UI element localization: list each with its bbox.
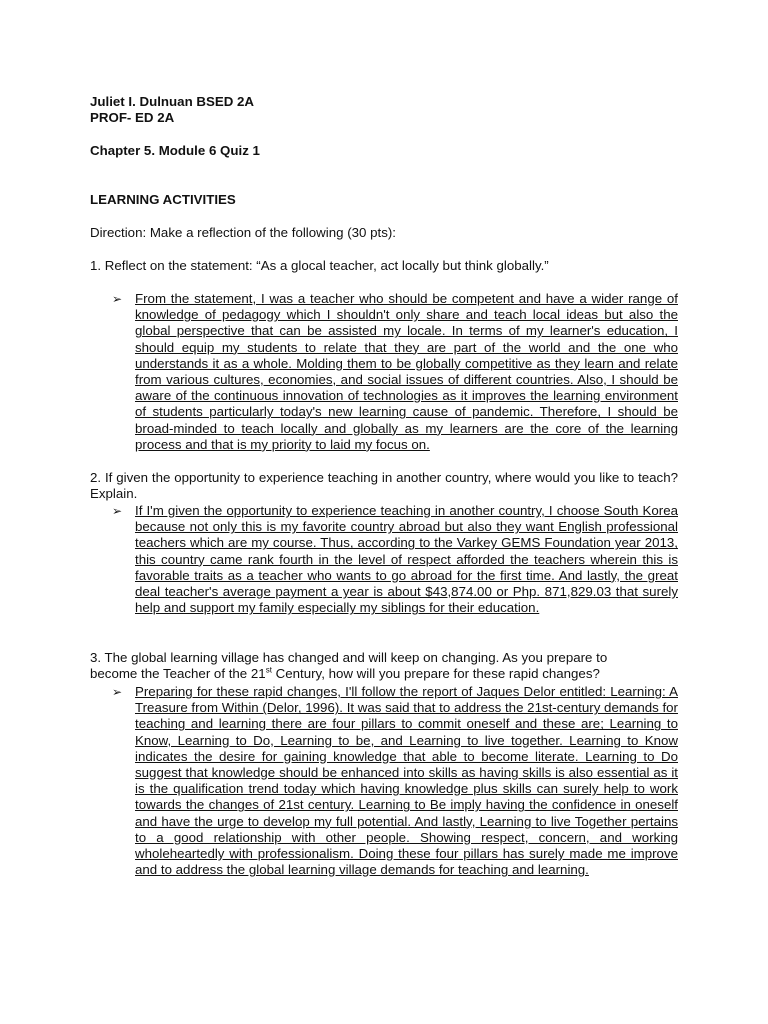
question-2: 2. If given the opportunity to experience teaching in another country, where would you like to teach? Explain. bbox=[90, 470, 678, 502]
bullet-icon: ➢ bbox=[112, 685, 123, 699]
direction-text: Direction: Make a reflection of the following (30 pts): bbox=[90, 225, 396, 240]
question-3-part2: Century, how will you prepare for these rapid changes? bbox=[271, 666, 600, 682]
student-name-line: Juliet I. Dulnuan BSED 2A bbox=[90, 94, 255, 109]
answer-2: If I'm given the opportunity to experience teaching in another country, I choose South Korea because not only this is my favorite country abroad but also they want English professional teachers which are my course. Thus, according to the Varkey GEMS Foundation year 2013, this country came rank fourth in the level of respect afforded the teachers wherein this is favorable traits as a teacher who wants to go abroad for the first time. And lastly, the great deal teacher's average payment a year is about $43,874.00 or Php. 871,829.03 that surely help and support my family especially my siblings for their education. bbox=[135, 503, 678, 616]
question-3-superscript: st bbox=[265, 665, 272, 675]
course-line: PROF- ED 2A bbox=[90, 110, 175, 125]
question-1: 1. Reflect on the statement: “As a glocal teacher, act locally but think globally.” bbox=[90, 258, 549, 273]
quiz-title: Chapter 5. Module 6 Quiz 1 bbox=[90, 143, 260, 158]
question-3 bbox=[90, 650, 650, 682]
bullet-icon: ➢ bbox=[112, 504, 123, 518]
question-3-part1: 3. The global learning village has changed and will keep on changing. As you prepare to become the Teacher of the 21 bbox=[90, 650, 608, 682]
answer-3: Preparing for these rapid changes, I'll follow the report of Jaques Delor entitled: Learning: A Treasure from Within (Delor, 1996). It was said that to address the 21st-century demands for teaching and learning there are four pillars to commit oneself and these are; Learning to Know, Learning to Do, Learning to be, and Learning to live together. Learning to Know indicates the desire for gaining knowledge that able to become literate. Learning to Do suggest that knowledge should be enhanced into skills as having skills is also essential as it is the qualification trend today which having knowledge plus skills can surely help to work towards the changes of 21st century. Learning to Be imply having the confidence in oneself and have the urge to develop my full potential. And lastly, Learning to live Together pertains to a good relationship with other people. Showing respect, concern, and working wholeheartedly with professionalism. Doing these four pillars has surely made me improve and to address the global learning village demands for teaching and learning. bbox=[135, 684, 678, 878]
section-title: LEARNING ACTIVITIES bbox=[90, 192, 236, 207]
answer-1: From the statement, I was a teacher who should be competent and have a wider range of knowledge of pedagogy which I shouldn't only share and teach local ideas but also the global perspective that can be assisted my locale. In terms of my learner's education, I should equip my students to relate that they are part of the world and the one who understands it as a whole. Molding them to be globally competitive as they learn and relate from various cultures, economies, and social issues of different countries. Also, I should be aware of the continuous innovation of technologies as it improves the learning environment of students particularly today's new learning cause of pandemic. Therefore, I should be broad-minded to teach locally and globally as my learners are the core of the learning process and that is my priority to laid my focus on. bbox=[135, 291, 678, 452]
bullet-icon: ➢ bbox=[112, 292, 123, 306]
